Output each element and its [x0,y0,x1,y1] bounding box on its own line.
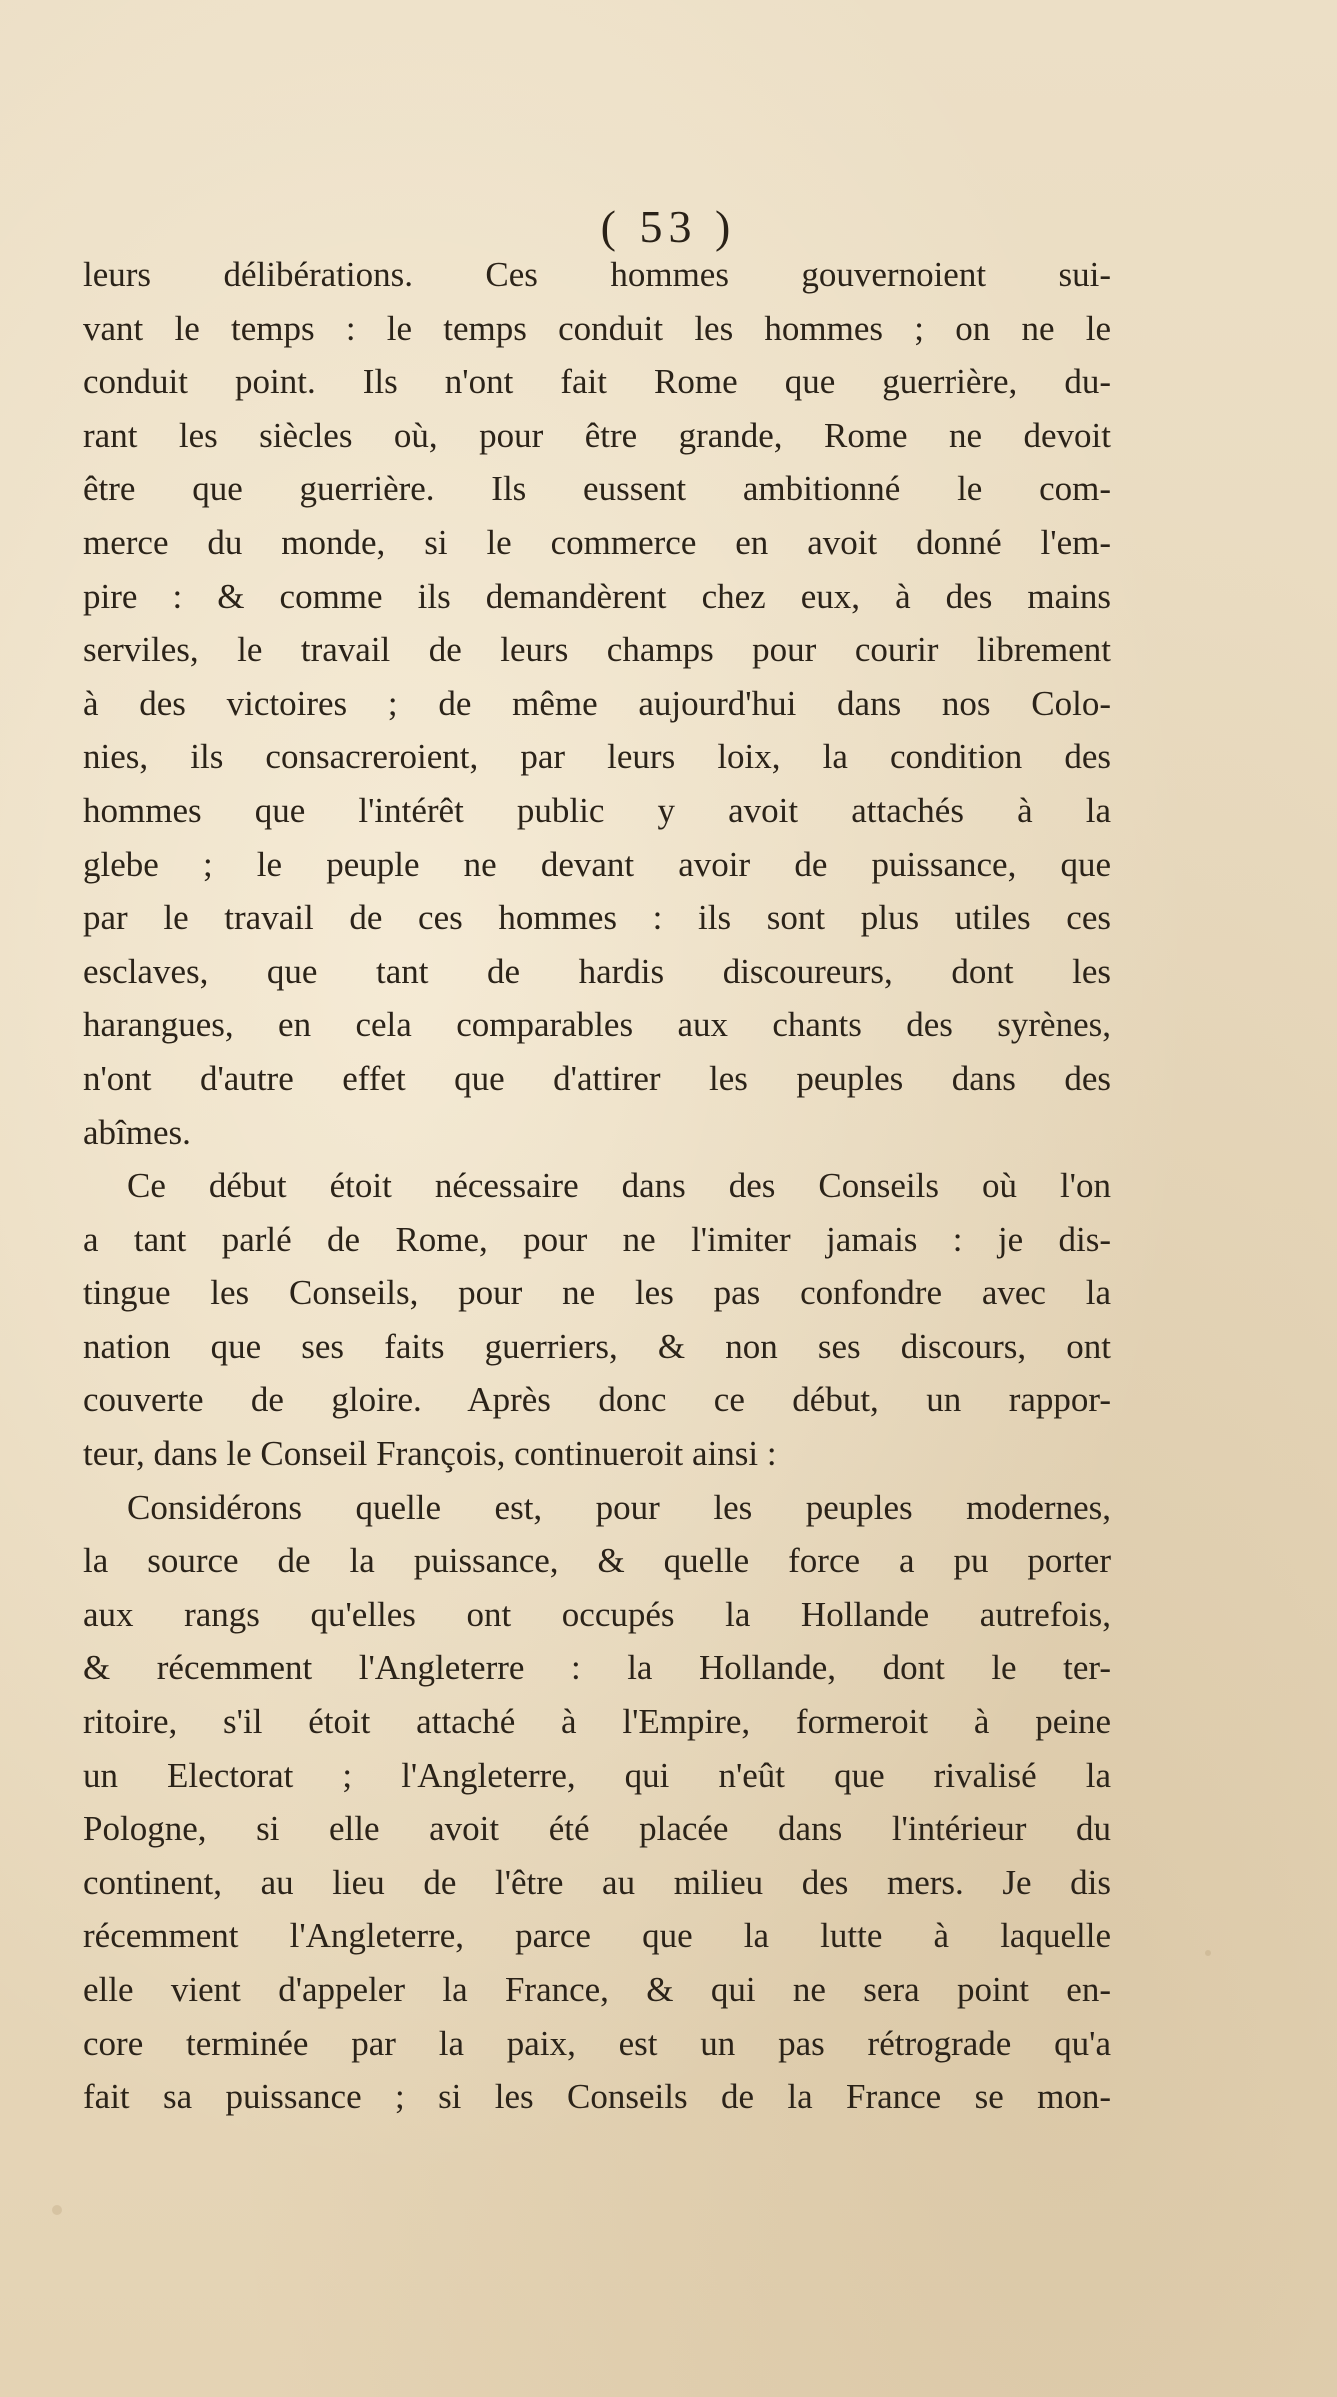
text-line: abîmes. [83,1112,191,1152]
text-line: nies, ils consacreroient, par leurs loix, la condition des [83,737,1111,777]
text-line: merce du monde, si le commerce en avoit donné l'em- [83,522,1111,562]
text-line: être que guerrière. Ils eussent ambitionné le com- [83,469,1111,509]
text-line: a tant parlé de Rome, pour ne l'imiter jamais : je dis- [83,1219,1111,1259]
text-line: la source de la puissance, & quelle force a pu porter [83,1541,1111,1581]
paper-spot [52,2205,62,2215]
text-line: rant les siècles où, pour être grande, Rome ne devoit [83,415,1111,455]
text-line: continent, au lieu de l'être au milieu des mers. Je dis [83,1862,1111,1902]
text-line: récemment l'Angleterre, parce que la lutte à laquelle [83,1916,1111,1956]
text-line: harangues, en cela comparables aux chants des syrènes, [83,1005,1111,1045]
text-line: Pologne, si elle avoit été placée dans l'intérieur du [83,1809,1111,1849]
paper-spot [1205,1950,1211,1956]
text-line: par le travail de ces hommes : ils sont plus utiles ces [83,898,1111,938]
text-line: core terminée par la paix, est un pas rétrograde qu'a [83,2023,1111,2063]
page-number: ( 53 ) [600,201,737,252]
text-line: esclaves, que tant de hardis discoureurs, dont les [83,951,1111,991]
text-line: conduit point. Ils n'ont fait Rome que guerrière, du- [83,362,1111,402]
text-line: aux rangs qu'elles ont occupés la Hollande autrefois, [83,1594,1111,1634]
text-line: fait sa puissance ; si les Conseils de la France se mon- [83,2077,1111,2117]
text-line: elle vient d'appeler la France, & qui ne sera point en- [83,1970,1111,2009]
text-line: nation que ses faits guerriers, & non ses discours, ont [83,1326,1111,1366]
text-line: vant le temps : le temps conduit les hommes ; on ne le [83,308,1111,348]
text-line: ritoire, s'il étoit attaché à l'Empire, formeroit à peine [83,1702,1111,1742]
text-line: couverte de gloire. Après donc ce début, un rappor- [83,1380,1111,1420]
text-line: leurs délibérations. Ces hommes gouvernoient sui- [83,255,1111,294]
text-line: pire : & comme ils demandèrent chez eux, à des mains [83,576,1111,616]
text-line: hommes que l'intérêt public y avoit attachés à la [83,790,1111,830]
page-body-text [83,248,1111,2124]
text-line: teur, dans le Conseil François, continueroit ainsi : [83,1434,777,1474]
text-line: & récemment l'Angleterre : la Hollande, dont le ter- [83,1648,1111,1688]
text-line: Ce début étoit nécessaire dans des Conseils où l'on [127,1166,1111,1206]
text-line: Considérons quelle est, pour les peuples modernes, [127,1487,1111,1527]
text-line: tingue les Conseils, pour ne les pas confondre avec la [83,1273,1111,1313]
text-line: serviles, le travail de leurs champs pour courir librement [83,630,1111,670]
text-line: n'ont d'autre effet que d'attirer les peuples dans des [83,1058,1111,1098]
text-line: à des victoires ; de même aujourd'hui dans nos Colo- [83,683,1111,723]
text-line: glebe ; le peuple ne devant avoir de puissance, que [83,844,1111,884]
text-line: un Electorat ; l'Angleterre, qui n'eût que rivalisé la [83,1755,1111,1795]
